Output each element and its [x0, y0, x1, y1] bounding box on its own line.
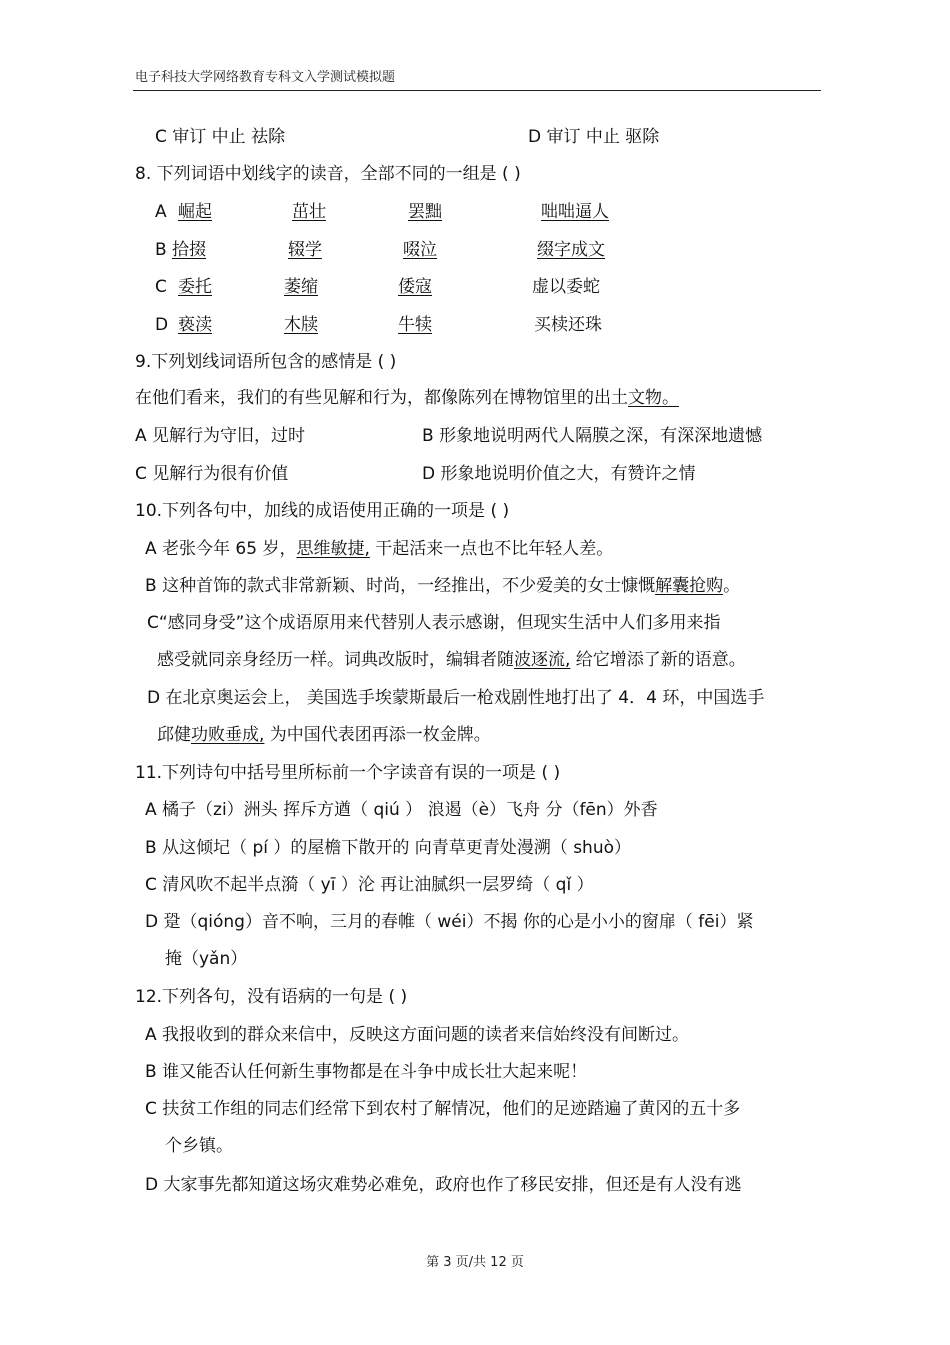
q8-option-c-word1: 委托	[178, 277, 212, 297]
q10-option-b	[145, 575, 740, 597]
q10-option-c-line1: C“感同身受”这个成语原用来代替别人表示感谢，但现实生活中人们多用来指	[147, 613, 721, 633]
q10-option-b-text: B 这种首饰的款式非常新颖、时尚，一经推出，不少爱美的女士慷慨	[145, 576, 656, 596]
q10-option-a-idiom: 思维敏捷,	[296, 539, 370, 559]
q10-option-a-rest: 干起活来一点也不比年轻人差。	[369, 539, 614, 559]
q9-option-a: A 见解行为守旧，过时	[135, 426, 306, 446]
q9-option-d: D 形象地说明价值之大，有赞许之情	[422, 464, 696, 484]
q12-stem: 12.下列各句，没有语病的一句是 ( )	[135, 987, 408, 1007]
q8-option-b-word2: 辍学	[288, 240, 322, 260]
q8-option-d-label: D	[155, 315, 169, 335]
q8-option-d-word3: 牛犊	[398, 315, 432, 335]
q9-underlined-word: 文物。	[628, 388, 679, 408]
q10-option-a-text: A 老张今年 65 岁，	[145, 539, 297, 559]
q8-option-c-word4: 虚以委蛇	[532, 277, 600, 297]
q10-stem: 10.下列各句中，加线的成语使用正确的一项是 ( )	[135, 501, 510, 521]
q11-option-d-line1: D 跫（qióng）音不响，三月的春帷（ wéi）不揭 你的心是小小的窗扉（ fēi）紧	[145, 912, 754, 932]
q11-option-d-line2: 掩（yǎn）	[165, 949, 248, 969]
q10-option-c-line2	[157, 649, 746, 671]
q7-option-c: C 审订 中止 祛除	[155, 127, 286, 147]
q8-option-c-word2: 萎缩	[284, 277, 318, 297]
q8-option-b-word3: 啜泣	[403, 240, 437, 260]
q8-option-a-word3: 罢黜	[408, 202, 442, 222]
q8-option-c-word3: 倭寇	[398, 277, 432, 297]
q12-option-c-line1: C 扶贫工作组的同志们经常下到农村了解情况，他们的足迹踏遍了黄冈的五十多	[145, 1099, 741, 1119]
q8-stem: 8. 下列词语中划线字的读音，全部不同的一组是 ( )	[135, 164, 521, 184]
q10-option-c-text: 感受就同亲身经历一样。词典改版时，编辑者随	[157, 650, 514, 670]
q8-option-a-word4: 咄咄逼人	[541, 202, 609, 222]
q10-option-c-idiom: 波逐流,	[514, 650, 571, 670]
q9-sentence-text: 在他们看来，我们的有些见解和行为，都像陈列在博物馆里的出土	[135, 388, 628, 408]
q9-sentence	[135, 387, 679, 409]
q10-option-d-line2	[157, 724, 491, 746]
q8-option-b-word4: 缀字成文	[537, 240, 605, 260]
q10-option-b-idiom: 解囊抢购	[655, 576, 724, 596]
q10-option-a	[145, 538, 613, 560]
q11-stem: 11.下列诗句中括号里所标前一个字读音有误的一项是 ( )	[135, 763, 561, 783]
q10-option-d-text: 邱健	[157, 725, 191, 745]
q12-option-c-line2: 个乡镇。	[165, 1136, 233, 1156]
page-footer-number: 第 3 页/共 12 页	[426, 1255, 524, 1270]
q8-option-b-label: B	[155, 240, 167, 260]
q10-option-b-rest: 。	[723, 576, 741, 596]
q8-option-a-word2: 茁壮	[292, 202, 326, 222]
q8-option-b-word1: 拾掇	[172, 240, 206, 260]
q10-option-d-idiom: 功败垂成,	[191, 725, 265, 745]
q8-option-a-word1: 崛起	[178, 202, 212, 222]
q8-option-a-label: A	[155, 202, 167, 222]
page-header-title: 电子科技大学网络教育专科文入学测试模拟题	[135, 70, 396, 85]
q8-option-d-word2: 木牍	[284, 315, 318, 335]
q12-option-a: A 我报收到的群众来信中，反映这方面问题的读者来信始终没有间断过。	[145, 1025, 690, 1045]
q12-option-b: B 谁又能否认任何新生事物都是在斗争中成长壮大起来呢！	[145, 1062, 588, 1082]
q9-option-c: C 见解行为很有价值	[135, 464, 289, 484]
q8-option-d-word4: 买椟还珠	[534, 315, 602, 335]
q11-option-a: A 橘子（zi）洲头 挥斥方遒（ qiú ） 浪遏（è）飞舟 分（fēn）外香	[145, 800, 658, 820]
q7-option-d: D 审订 中止 驱除	[528, 127, 660, 147]
q9-option-b: B 形象地说明两代人隔膜之深，有深深地遗憾	[422, 426, 763, 446]
header-rule	[133, 90, 821, 91]
q11-option-c: C 清风吹不起半点漪（ yī ）沦 再让油腻织一层罗绮（ qǐ ）	[145, 875, 594, 895]
q8-option-c-label: C	[155, 277, 167, 297]
q10-option-d-rest: 为中国代表团再添一枚金牌。	[264, 725, 491, 745]
q12-option-d-line1: D 大家事先都知道这场灾难势必难免，政府也作了移民安排，但还是有人没有逃	[145, 1175, 742, 1195]
q10-option-c-rest: 给它增添了新的语意。	[570, 650, 746, 670]
q10-option-d-line1: D 在北京奥运会上， 美国选手埃蒙斯最后一枪戏剧性地打出了 4．4 环，中国选手	[147, 688, 765, 708]
q11-option-b: B 从这倾圮（ pí ）的屋檐下散开的 向青草更青处漫溯（ shuò）	[145, 838, 632, 858]
q8-option-d-word1: 亵渎	[178, 315, 212, 335]
q9-stem: 9.下列划线词语所包含的感情是 ( )	[135, 352, 397, 372]
